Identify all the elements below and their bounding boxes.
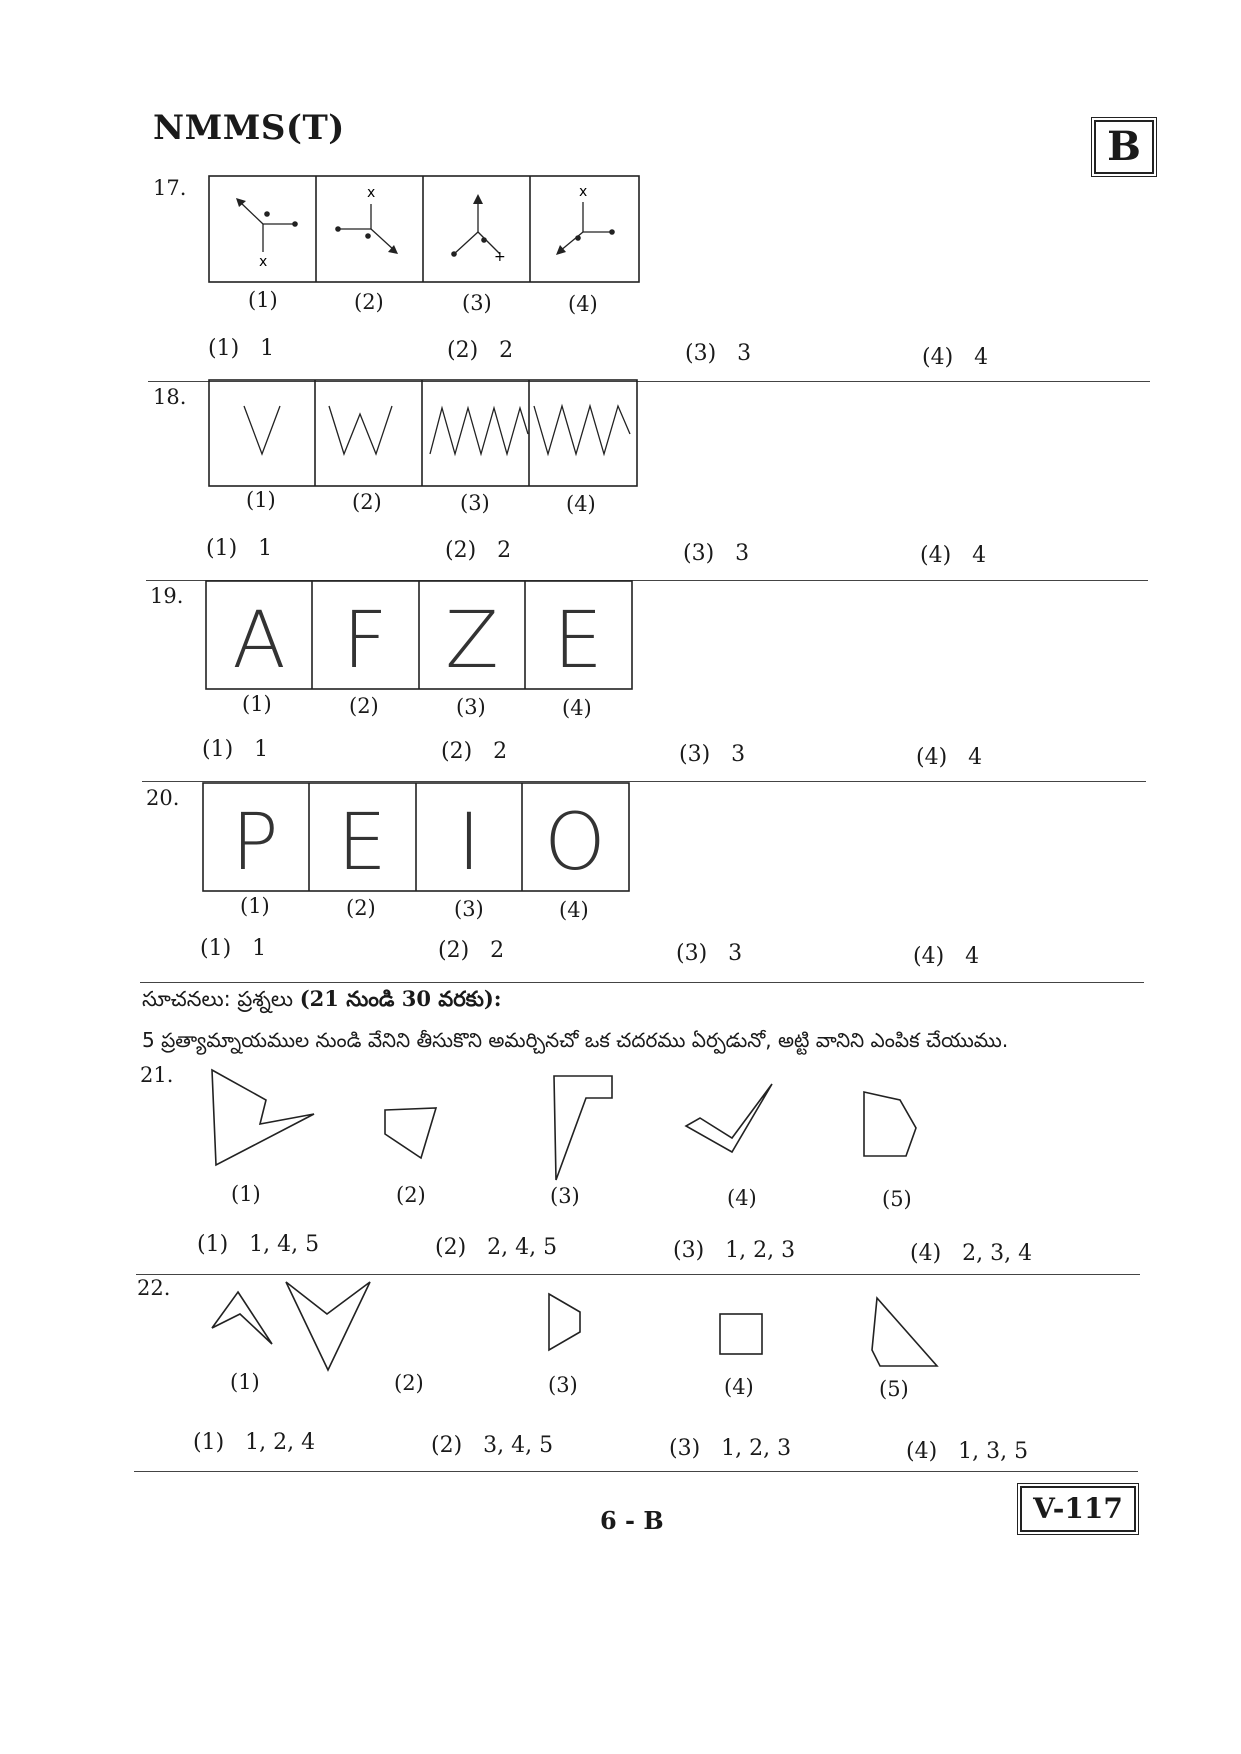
answer-option[interactable]: (1) 1	[200, 936, 267, 961]
figure-label: (2)	[346, 896, 376, 920]
q21-figures	[200, 1060, 930, 1190]
q17-figure-4	[556, 184, 615, 255]
answer-option[interactable]: (1) 1	[202, 737, 269, 762]
answer-option[interactable]: (3) 1, 2, 3	[673, 1238, 796, 1263]
answer-option[interactable]: (2) 3, 4, 5	[431, 1433, 554, 1458]
q20-letter: I	[457, 798, 481, 888]
question-number: 19.	[150, 584, 184, 608]
answer-option[interactable]: (2) 2, 4, 5	[435, 1235, 558, 1260]
svg-text:x: x	[367, 185, 376, 201]
q18-figure-1	[244, 406, 280, 454]
answer-option[interactable]: (3) 3	[683, 541, 750, 566]
q18-figure-4	[534, 406, 630, 454]
answer-option[interactable]: (3) 3	[679, 742, 746, 767]
set-code-badge: B	[1094, 120, 1154, 174]
q19-letter: A	[232, 596, 286, 686]
q22-shape-2	[286, 1282, 370, 1370]
figure-label: (3)	[456, 695, 486, 719]
answer-option[interactable]: (1) 1, 2, 4	[193, 1430, 316, 1455]
q20-letter: E	[337, 798, 387, 888]
page-title: NMMS(T)	[153, 108, 345, 148]
q20-figure-strip	[202, 781, 632, 893]
figure-label: (1)	[230, 1370, 260, 1394]
q22-shape-4	[720, 1314, 762, 1354]
figure-label: (3)	[462, 291, 492, 315]
q21-shape-4	[686, 1084, 772, 1152]
question-number: 20.	[146, 786, 180, 810]
figure-label: (4)	[566, 492, 596, 516]
answer-option[interactable]: (4) 4	[913, 944, 980, 969]
answer-option[interactable]: (4) 1, 3, 5	[906, 1439, 1029, 1464]
q22-shape-1	[212, 1292, 272, 1344]
answer-option[interactable]: (2) 2	[445, 538, 512, 563]
figure-label: (3)	[454, 897, 484, 921]
answer-option[interactable]: (3) 3	[676, 941, 743, 966]
answer-option[interactable]: (4) 4	[920, 543, 987, 568]
paper-code: V-117	[1020, 1486, 1136, 1532]
q21-shape-5	[864, 1092, 916, 1156]
figure-label: (4)	[562, 696, 592, 720]
page-number: 6 - B	[600, 1506, 664, 1535]
answer-option[interactable]: (1) 1	[208, 336, 275, 361]
figure-label: (1)	[246, 488, 276, 512]
svg-text:x: x	[259, 254, 268, 270]
figure-label: (3)	[548, 1373, 578, 1397]
figure-label: (2)	[396, 1183, 426, 1207]
question-number: 18.	[153, 385, 187, 409]
answer-option[interactable]: (4) 4	[922, 345, 989, 370]
answer-option[interactable]: (2) 2	[438, 938, 505, 963]
q19-figure-strip	[205, 579, 635, 691]
figure-label: (2)	[349, 694, 379, 718]
figure-label: (3)	[550, 1184, 580, 1208]
answer-option[interactable]: (3) 3	[685, 341, 752, 366]
q19-letter: E	[553, 596, 603, 686]
q17-figure-strip	[208, 174, 642, 284]
q20-letter: O	[544, 798, 606, 888]
divider	[136, 1274, 1140, 1275]
answer-option[interactable]: (4) 4	[916, 745, 983, 770]
q19-letter: Z	[445, 596, 499, 686]
svg-text:x: x	[579, 184, 588, 200]
figure-label: (1)	[248, 288, 278, 312]
q17-figure-2	[335, 185, 398, 254]
q18-figure-3	[430, 408, 528, 454]
figure-label: (2)	[352, 490, 382, 514]
figure-frame	[209, 380, 637, 486]
figure-label: (2)	[354, 290, 384, 314]
question-number: 22.	[137, 1276, 171, 1300]
answer-option[interactable]: (4) 2, 3, 4	[910, 1241, 1033, 1266]
answer-option[interactable]: (3) 1, 2, 3	[669, 1436, 792, 1461]
figure-label: (1)	[231, 1182, 261, 1206]
q19-letter: F	[342, 596, 388, 686]
figure-label: (5)	[879, 1377, 909, 1401]
q21-shape-1	[212, 1070, 314, 1165]
divider	[140, 982, 1144, 983]
answer-option[interactable]: (2) 2	[441, 739, 508, 764]
figure-label: (3)	[460, 491, 490, 515]
divider	[134, 1471, 1138, 1472]
q21-shape-2	[385, 1108, 436, 1158]
q22-shape-5	[872, 1298, 937, 1366]
figure-label: (4)	[568, 292, 598, 316]
instructions-heading: సూచనలు: ప్రశ్నలు (21 నుండి 30 వరకు):	[142, 986, 502, 1011]
question-number: 17.	[153, 176, 187, 200]
answer-option[interactable]: (1) 1, 4, 5	[197, 1232, 320, 1257]
answer-option[interactable]: (2) 2	[447, 338, 514, 363]
q18-figure-2	[329, 406, 392, 454]
svg-text:+: +	[494, 249, 506, 265]
q22-shape-3	[549, 1294, 580, 1350]
answer-option[interactable]: (1) 1	[206, 536, 273, 561]
q18-figure-strip	[208, 378, 640, 488]
q22-figures	[200, 1276, 940, 1386]
question-number: 21.	[140, 1063, 174, 1087]
figure-label: (2)	[394, 1371, 424, 1395]
instructions-text: 5 ప్రత్యామ్నాయముల నుండి వేనిని తీసుకొని అమర్చినచో ఒక చదరము ఏర్పడునో, అట్టి వానిని ఎంపిక చేయుము.	[142, 1028, 1009, 1052]
figure-label: (4)	[559, 898, 589, 922]
figure-label: (1)	[242, 692, 272, 716]
q21-shape-3	[554, 1076, 612, 1180]
q17-figure-1	[236, 198, 298, 270]
q17-figure-3	[451, 194, 506, 265]
figure-label: (4)	[727, 1186, 757, 1210]
figure-frame	[209, 176, 639, 282]
q20-letter: P	[231, 798, 279, 888]
figure-label: (4)	[724, 1375, 754, 1399]
figure-label: (1)	[240, 894, 270, 918]
figure-label: (5)	[882, 1187, 912, 1211]
